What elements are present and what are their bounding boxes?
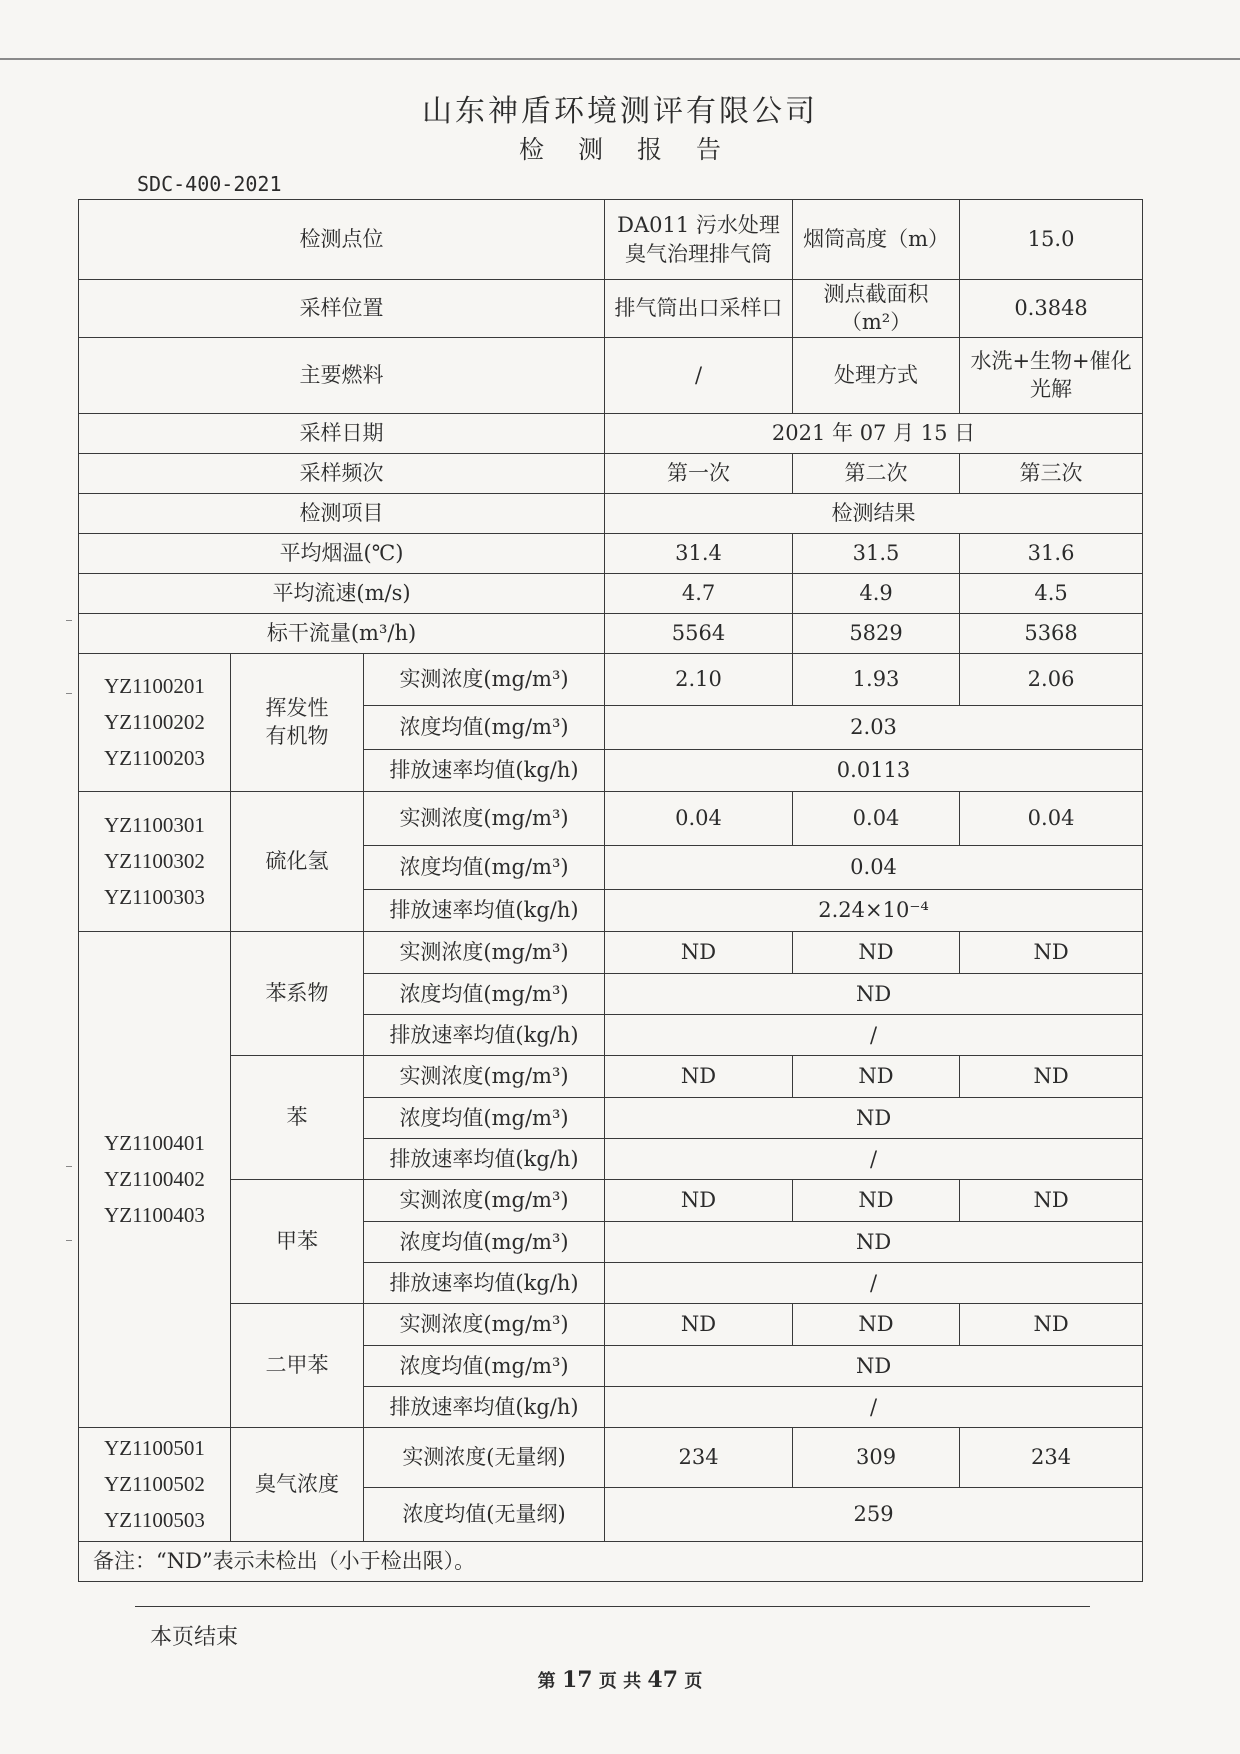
row-label: 排放速率均值(kg/h): [364, 1262, 605, 1303]
report-subtitle: 检测报告: [518, 135, 755, 164]
row-label: 浓度均值(mg/m³): [364, 1345, 605, 1386]
mean-value: ND: [605, 973, 1143, 1014]
table-row: [79, 413, 1143, 453]
point-value: DA011 污水处理臭气治理排气筒: [605, 200, 793, 280]
measured-value: ND: [960, 1055, 1143, 1097]
row-label: 排放速率均值(kg/h): [364, 749, 605, 791]
row-label: 实测浓度(mg/m³): [364, 791, 605, 845]
item-label: 检测项目: [79, 493, 605, 533]
param-label: 平均流速(m/s): [79, 573, 605, 613]
measured-value: ND: [793, 1055, 960, 1097]
measured-value: 2.10: [605, 653, 793, 705]
treatment-label: 处理方式: [793, 337, 960, 413]
sample-code: YZ1100503: [104, 1508, 205, 1533]
margin-mark: [66, 1166, 72, 1167]
area-label: 测点截面积（m²）: [793, 280, 960, 338]
measured-value: ND: [605, 1055, 793, 1097]
stack-height-label: 烟筒高度（m）: [793, 200, 960, 280]
table-row: [79, 613, 1143, 653]
sample-codes: [79, 1427, 231, 1541]
measured-value: 0.04: [960, 791, 1143, 845]
measured-value: 0.04: [605, 791, 793, 845]
param-value: 5564: [605, 613, 793, 653]
row-label: 浓度均值(无量纲): [364, 1487, 605, 1541]
param-value: 5368: [960, 613, 1143, 653]
measured-value: 2.06: [960, 653, 1143, 705]
table-row: [79, 1303, 1143, 1345]
pollutant-name-text: 挥发性有机物: [265, 695, 329, 749]
row-label: 浓度均值(mg/m³): [364, 1097, 605, 1138]
point-label: 检测点位: [79, 200, 605, 280]
param-value: 31.5: [793, 533, 960, 573]
pollutant-name: 臭气浓度: [231, 1427, 364, 1541]
page-suffix: 页: [684, 1671, 703, 1692]
param-value: 31.4: [605, 533, 793, 573]
table-row: [79, 533, 1143, 573]
company-name: 山东神盾环境测评有限公司: [422, 94, 818, 129]
page-mid: 页 共: [598, 1671, 642, 1692]
mean-value: ND: [605, 1221, 1143, 1262]
table-row: [79, 337, 1143, 413]
row-label: 排放速率均值(kg/h): [364, 1386, 605, 1427]
stack-height-value: 15.0: [960, 200, 1143, 280]
treatment-value: 水洗+生物+催化光解: [960, 337, 1143, 413]
table-row: [79, 573, 1143, 613]
sample-position-value: 排气筒出口采样口: [605, 280, 793, 338]
measured-value: ND: [793, 1179, 960, 1221]
measured-value: 234: [960, 1427, 1143, 1487]
param-value: 31.6: [960, 533, 1143, 573]
row-label: 实测浓度(mg/m³): [364, 1179, 605, 1221]
measured-value: 1.93: [793, 653, 960, 705]
mean-value: ND: [605, 1097, 1143, 1138]
table-row: [79, 931, 1143, 973]
rate-value: /: [605, 1014, 1143, 1055]
table-row: [79, 1055, 1143, 1097]
measured-value: ND: [605, 931, 793, 973]
pollutant-name: 苯: [231, 1055, 364, 1179]
row-label: 排放速率均值(kg/h): [364, 1014, 605, 1055]
row-label: 实测浓度(mg/m³): [364, 1303, 605, 1345]
end-rule: [135, 1606, 1090, 1607]
row-label: 排放速率均值(kg/h): [364, 1138, 605, 1179]
pollutant-name: 二甲苯: [231, 1303, 364, 1427]
row-label: 浓度均值(mg/m³): [364, 845, 605, 889]
mean-value: ND: [605, 1345, 1143, 1386]
date-label: 采样日期: [79, 413, 605, 453]
rate-value: 0.0113: [605, 749, 1143, 791]
sample-code: YZ1100302: [104, 849, 205, 874]
rate-value: /: [605, 1386, 1143, 1427]
sample-code: YZ1100202: [104, 710, 205, 735]
rate-value: /: [605, 1138, 1143, 1179]
margin-mark: [66, 693, 72, 694]
row-label: 浓度均值(mg/m³): [364, 1221, 605, 1262]
pollutant-name: 甲苯: [231, 1179, 364, 1303]
end-of-page-text: 本页结束: [150, 1625, 239, 1650]
sample-position-label: 采样位置: [79, 280, 605, 338]
param-label: 平均烟温(℃): [79, 533, 605, 573]
page-number: [0, 1667, 1240, 1693]
report-table: [78, 199, 1143, 1582]
param-value: 5829: [793, 613, 960, 653]
mean-value: 2.03: [605, 705, 1143, 749]
sample-code: YZ1100303: [104, 885, 205, 910]
measured-value: 309: [793, 1427, 960, 1487]
result-label: 检测结果: [605, 493, 1143, 533]
page-current: 17: [561, 1667, 593, 1693]
date-value: 2021 年 07 月 15 日: [605, 413, 1143, 453]
sample-codes: [79, 653, 231, 791]
table-row: [79, 1427, 1143, 1487]
measured-value: ND: [960, 1179, 1143, 1221]
sample-code: YZ1100201: [104, 674, 205, 699]
row-label: 实测浓度(mg/m³): [364, 653, 605, 705]
measured-value: ND: [960, 931, 1143, 973]
sample-codes: [79, 791, 231, 931]
margin-mark: [66, 620, 72, 621]
fuel-label: 主要燃料: [79, 337, 605, 413]
sample-code: YZ1100502: [104, 1472, 205, 1497]
pollutant-name: 硫化氢: [231, 791, 364, 931]
page-total: 47: [647, 1667, 679, 1693]
param-value: 4.7: [605, 573, 793, 613]
table-row: [79, 1541, 1143, 1581]
sample-code: YZ1100403: [104, 1203, 205, 1228]
pollutant-name: [231, 653, 364, 791]
row-label: 实测浓度(mg/m³): [364, 1055, 605, 1097]
table-row: [79, 493, 1143, 533]
run-header: 第一次: [605, 453, 793, 493]
document-code: SDC-400-2021: [137, 172, 282, 196]
measured-value: 234: [605, 1427, 793, 1487]
param-label: 标干流量(m³/h): [79, 613, 605, 653]
pollutant-name: 苯系物: [231, 931, 364, 1055]
mean-value: 259: [605, 1487, 1143, 1541]
rate-value: /: [605, 1262, 1143, 1303]
table-row: [79, 653, 1143, 705]
measured-value: 0.04: [793, 791, 960, 845]
mean-value: 0.04: [605, 845, 1143, 889]
measured-value: ND: [605, 1303, 793, 1345]
sample-code: YZ1100501: [104, 1436, 205, 1461]
table-row: [79, 280, 1143, 338]
table-row: [79, 791, 1143, 845]
row-label: 浓度均值(mg/m³): [364, 705, 605, 749]
run-header: 第三次: [960, 453, 1143, 493]
sample-code: YZ1100301: [104, 813, 205, 838]
table-row: [79, 453, 1143, 493]
margin-mark: [66, 1240, 72, 1241]
param-value: 4.9: [793, 573, 960, 613]
param-value: 4.5: [960, 573, 1143, 613]
page-prefix: 第: [537, 1671, 556, 1692]
frequency-label: 采样频次: [79, 453, 605, 493]
measured-value: ND: [793, 931, 960, 973]
table-row: [79, 1179, 1143, 1221]
measured-value: ND: [605, 1179, 793, 1221]
row-label: 浓度均值(mg/m³): [364, 973, 605, 1014]
measured-value: ND: [960, 1303, 1143, 1345]
row-label: 实测浓度(无量纲): [364, 1427, 605, 1487]
row-label: 排放速率均值(kg/h): [364, 889, 605, 931]
fuel-value: /: [605, 337, 793, 413]
rate-value: 2.24×10⁻⁴: [605, 889, 1143, 931]
measured-value: ND: [793, 1303, 960, 1345]
table-note: 备注：“ND”表示未检出（小于检出限）。: [79, 1541, 1143, 1581]
sample-code: YZ1100203: [104, 746, 205, 771]
area-value: 0.3848: [960, 280, 1143, 338]
run-header: 第二次: [793, 453, 960, 493]
sample-code: YZ1100401: [104, 1131, 205, 1156]
sample-codes: [79, 931, 231, 1427]
sample-code: YZ1100402: [104, 1167, 205, 1192]
table-row: [79, 200, 1143, 280]
top-rule: [0, 58, 1240, 60]
row-label: 实测浓度(mg/m³): [364, 931, 605, 973]
